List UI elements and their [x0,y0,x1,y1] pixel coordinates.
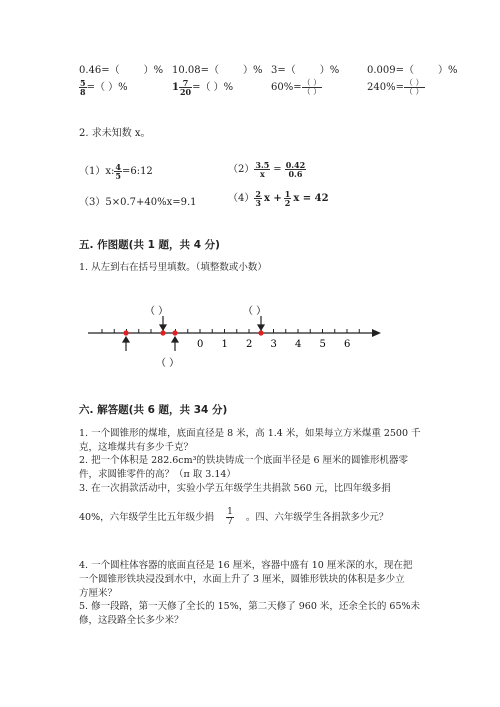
problem-4-line-2: 一个圆锥形铁块浸没到水中，水面上升了 3 厘米，圆锥形铁块的体积是多少立 [79,574,405,585]
number-line [70,294,390,374]
conversion-7-left: 60%= [271,82,302,93]
conversion-2-right: ）% [243,65,263,76]
number-line-labels [197,339,350,350]
conversion-6 [172,78,233,96]
fraction: $\frac{7}{20}$ [179,78,192,97]
problem-1-line-2: 克，这堆煤共有多少千克？ [79,442,194,453]
top-bracket-2[interactable]: （ ） [243,306,267,317]
fraction: $\frac{1}{7}$ [227,507,233,527]
section-6-title: 六. 解答题(共 6 题，共 34 分) [79,404,228,416]
top-bracket-1[interactable]: （ ） [145,306,169,317]
section-5-q1: 1. 从左到右在括号里填数。（填整数或小数） [79,262,267,273]
fraction: $\frac{5}{8}$ [80,78,86,97]
tick-label: 5 [319,339,326,350]
section-5-title: 五. 作图题(共 1 题，共 4 分) [79,239,220,251]
tick-label: 3 [270,339,277,350]
conversion-2-left: 10.08=（ [172,65,220,76]
equation-2 [228,160,306,178]
problem-2-line-2: 件，求圆锥零件的高？（π 取 3.14） [79,469,236,480]
conversion-3-left: 3=（ [271,65,296,76]
fraction: $\frac{4}{5}$ [115,162,121,181]
problem-1-line-1: 1. 一个圆锥形的煤堆，底面直径是 8 米，高 1.4 米，如果每立方米煤重 2500 千 [79,428,421,439]
problem-5-line-2: 修，这段路全长多少米？ [79,615,184,626]
eq1-prefix: （1）x: [79,166,115,177]
equation-3: （3）5×0.7+40%x=9.1 [79,197,197,208]
conversion-7 [271,79,322,96]
conversion-3 [271,61,339,76]
arrow-up-head [172,337,178,342]
tick-label: 4 [295,339,302,350]
q2-title: 2. 求未知数 x。 [79,128,151,139]
problem-4-line-3: 方厘米？ [79,588,118,599]
number-line-axis [88,329,381,337]
conversion-5-rest: =（ ）% [86,82,128,93]
conversion-1 [79,61,163,76]
conversion-2 [172,61,263,76]
eq2-equals: = [273,164,282,175]
problem-3-line-1: 3. 在一次捐款活动中，实验小学五年级学生共捐款 560 元，比四年级多捐 [79,483,391,494]
arrow-up-head [123,337,129,342]
tick-label: 2 [246,339,253,350]
fraction-blank[interactable]: $\frac{( )}{( )}$ [302,78,322,96]
equation-1 [79,162,153,180]
eq1-suffix: =6:12 [121,166,153,177]
fraction-blank[interactable]: $\frac{( )}{( )}$ [404,78,424,96]
arrow-down-head [160,325,166,330]
fraction: $\frac{0.42}{0.6}$ [285,160,306,179]
problem-5-line-1: 5. 修一段路，第一天修了全长的 15%，第二天修了 960 米，还余全长的 65%未 [79,601,421,612]
conversion-4-right: ）% [438,65,458,76]
eq2-prefix: （2） [228,164,255,175]
conversion-1-left: 0.46=（ [79,65,120,76]
marker-point [123,330,128,335]
eq4-prefix: （4） [228,193,255,204]
bottom-bracket-1[interactable]: （ ） [156,358,180,369]
marker-point [258,330,263,335]
problem-3-line-2b: 。四、六年级学生各捐款多少元？ [245,512,389,523]
conversion-5 [79,78,128,96]
fraction: $\frac{3.5}{x}$ [255,160,270,179]
tick-label: 0 [197,339,204,350]
fraction: $\frac{2}{3}$ [255,189,261,208]
conversion-3-right: ）% [319,65,340,76]
equation-4 [228,189,329,207]
mixed-whole: 1 [172,82,179,93]
tick-label: 6 [344,339,351,350]
conversion-6-rest: =（ ）% [192,82,234,93]
problem-3-line-2 [79,508,388,527]
problem-2-line-1: 2. 把一个体积是 282.6cm³的铁块铸成一个底面半径是 6 厘米的圆锥形机器零 [79,455,409,466]
eq4-suffix: x = 42 [293,193,329,204]
conversion-8 [367,79,425,96]
marker-point [172,330,177,335]
marker-point [160,330,165,335]
problem-4-line-1: 4. 一个圆柱体容器的底面直径是 16 厘米，容器中盛有 10 厘米深的水，现在把 [79,560,413,571]
fraction: $\frac{1}{2}$ [284,189,291,208]
tick-label: 1 [221,339,228,350]
conversion-8-left: 240%= [367,82,404,93]
arrow-down-head [258,325,264,330]
conversion-4 [367,61,458,76]
conversion-1-right: ）% [143,65,164,76]
eq4-mid: x + [263,193,282,204]
problem-3-line-2a: 40%，六年级学生比五年级少捐 [79,512,215,523]
conversion-4-left: 0.009=（ [367,65,415,76]
